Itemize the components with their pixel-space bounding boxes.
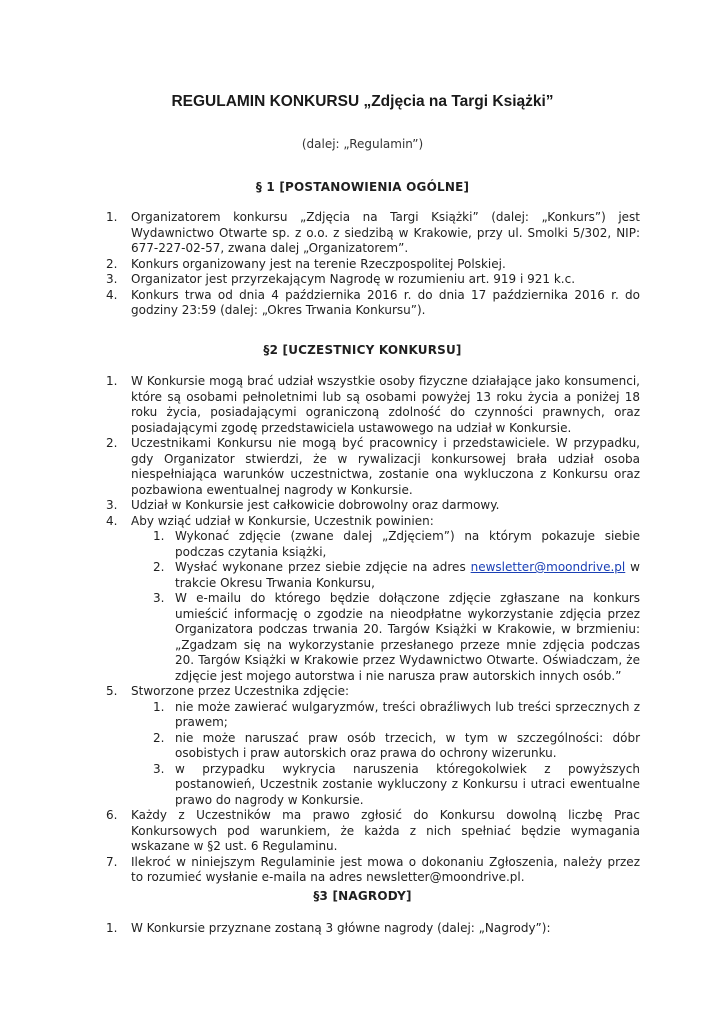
section-3-list xyxy=(106,921,640,937)
item-number: 1. xyxy=(106,210,118,224)
sub-item-text: w trakcie Okresu Trwania Konkursu, xyxy=(175,560,640,590)
list-item xyxy=(106,684,640,808)
list-item xyxy=(106,436,640,498)
item-text: W Konkursie mogą brać udział wszystkie osoby fizyczne działające jako konsumenci, które są osobami pełnoletnimi lub są osobami powyżej 13 roku życia a poniżej 18 roku życia, posiadającymi ograniczoną zdolność do czynności prawnych, oraz posiadającymi zgodę przedstawiciela ustawowego na udział w Konkursie. xyxy=(131,374,640,435)
item-text: Udział w Konkursie jest całkowicie dobrowolny oraz darmowy. xyxy=(131,498,500,512)
sub-item-text: nie może zawierać wulgaryzmów, treści obraźliwych lub treści sprzecznych z prawem; xyxy=(175,699,640,729)
list-item xyxy=(106,210,640,257)
sub-item-text: W e-mailu do którego będzie dołączone zdjęcie zgłaszane na konkurs umieścić informację o zgodzie na nieodpłatne wykorzystanie zdjęcia przez Organizatora podczas trwania 20. Targów Książki w Krakowie, w brzmieniu: „Zgadzam się na wykorzystanie przesłanego przeze mnie zdjęcia podczas 20. Targów Książki w Krakowie przez Wydawnictwo Otwarte. Oświadczam, że zdjęcie jest mojego autorstwa i nie narusza praw autorskich innych osób.” xyxy=(175,591,640,683)
item-text: W Konkursie przyznane zostaną 3 główne nagrody (dalej: „Nagrody”): xyxy=(131,921,551,935)
section-2-heading: §2 [UCZESTNICY KONKURSU] xyxy=(263,343,462,357)
list-item xyxy=(106,921,640,937)
sub-item-text: Wykonać zdjęcie (zwane dalej „Zdjęciem”) na którym pokazuje siebie podczas czytania książki, xyxy=(175,529,640,559)
sub-item-number: 2. xyxy=(153,560,165,574)
item-number: 1. xyxy=(106,921,118,935)
item-text: Organizatorem konkursu „Zdjęcia na Targi Książki” (dalej: „Konkurs”) jest Wydawnictwo Otwarte sp. z o.o. z siedzibą w Krakowie, przy ul. Smolki 5/302, NIP: 677-227-02-57, zwana dalej „Organizatorem”. xyxy=(131,210,640,255)
item-number: 1. xyxy=(106,374,118,388)
item-text: Konkurs organizowany jest na terenie Rzeczpospolitej Polskiej. xyxy=(131,256,506,271)
section-1-heading: § 1 [POSTANOWIENIA OGÓLNE] xyxy=(255,180,470,194)
item-number: 4. xyxy=(106,287,118,302)
list-item xyxy=(106,288,640,319)
list-item xyxy=(106,257,640,273)
page-title: REGULAMIN KONKURSU „Zdjęcia na Targi Książki” xyxy=(171,93,554,110)
list-item xyxy=(106,808,640,855)
sub-item-number: 2. xyxy=(153,730,165,745)
section-1-list xyxy=(106,210,640,319)
list-item xyxy=(106,272,640,288)
item-text: Konkurs trwa od dnia 4 października 2016 r. do dnia 17 października 2016 r. do godziny 23:59 (dalej: „Okres Trwania Konkursu”). xyxy=(131,287,640,317)
sub-list xyxy=(153,700,640,809)
item-text: Uczestnikami Konkursu nie mogą być pracownicy i przedstawiciele. W przypadku, gdy Organizator stwierdzi, że w rywalizacji konkursowej brała udział osoba niespełniająca warunków uczestnictwa, zostanie ona wykluczona z Konkursu oraz pozbawiona ewentualnej nagrody w Konkursie. xyxy=(131,436,640,497)
item-number: 6. xyxy=(106,808,118,822)
item-text: Stworzone przez Uczestnika zdjęcie: xyxy=(131,684,350,698)
sub-list-item xyxy=(153,731,640,762)
sub-item-number: 3. xyxy=(153,761,165,776)
sub-item-text: Wysłać wykonane przez siebie zdjęcie na adres xyxy=(175,560,471,574)
list-item xyxy=(106,514,640,685)
sub-item-text: w przypadku wykrycia naruszenia któregokolwiek z powyższych postanowień, Uczestnik zostanie wykluczony z Konkursu i utraci ewentualne prawo do nagrody w Konkursie. xyxy=(175,761,640,807)
item-number: 2. xyxy=(106,256,118,271)
sub-list xyxy=(153,529,640,684)
section-3-heading: §3 [NAGRODY] xyxy=(313,889,412,903)
sub-list-item xyxy=(153,762,640,809)
page-subtitle: (dalej: „Regulamin”) xyxy=(301,137,424,151)
list-item xyxy=(106,498,640,514)
list-item xyxy=(106,374,640,436)
item-text: Ilekroć w niniejszym Regulaminie jest mowa o dokonaniu Zgłoszenia, należy przez to rozumieć wysłanie e-maila na adres newsletter@moondrive.pl. xyxy=(131,854,640,884)
sub-item-number: 1. xyxy=(153,699,165,714)
item-text: Aby wziąć udział w Konkursie, Uczestnik powinien: xyxy=(131,513,434,528)
item-number: 4. xyxy=(106,513,118,528)
sub-item-number: 3. xyxy=(153,591,165,605)
item-text: Organizator jest przyrzekającym Nagrodę w rozumieniu art. 919 i 921 k.c. xyxy=(131,272,576,286)
item-number: 2. xyxy=(106,436,118,450)
item-number: 5. xyxy=(106,684,118,698)
email-link[interactable]: newsletter@moondrive.pl xyxy=(470,560,626,574)
item-text: Każdy z Uczestników ma prawo zgłosić do Konkursu dowolną liczbę Prac Konkursowych pod warunkiem, że każda z nich spełniać będzie wymagania wskazane w §2 ust. 6 Regulaminu. xyxy=(131,808,640,853)
sub-list-item xyxy=(153,591,640,684)
sub-list-item xyxy=(153,560,640,591)
item-number: 3. xyxy=(106,498,118,512)
item-number: 7. xyxy=(106,854,118,869)
list-item xyxy=(106,855,640,886)
sub-list-item xyxy=(153,700,640,731)
section-2-list xyxy=(106,374,640,886)
item-number: 3. xyxy=(106,272,118,286)
sub-list-item xyxy=(153,529,640,560)
sub-item-text: nie może naruszać praw osób trzecich, w tym w szczególności: dóbr osobistych i praw autorskich oraz prawa do ochrony wizerunku. xyxy=(175,730,640,760)
sub-item-number: 1. xyxy=(153,529,165,543)
